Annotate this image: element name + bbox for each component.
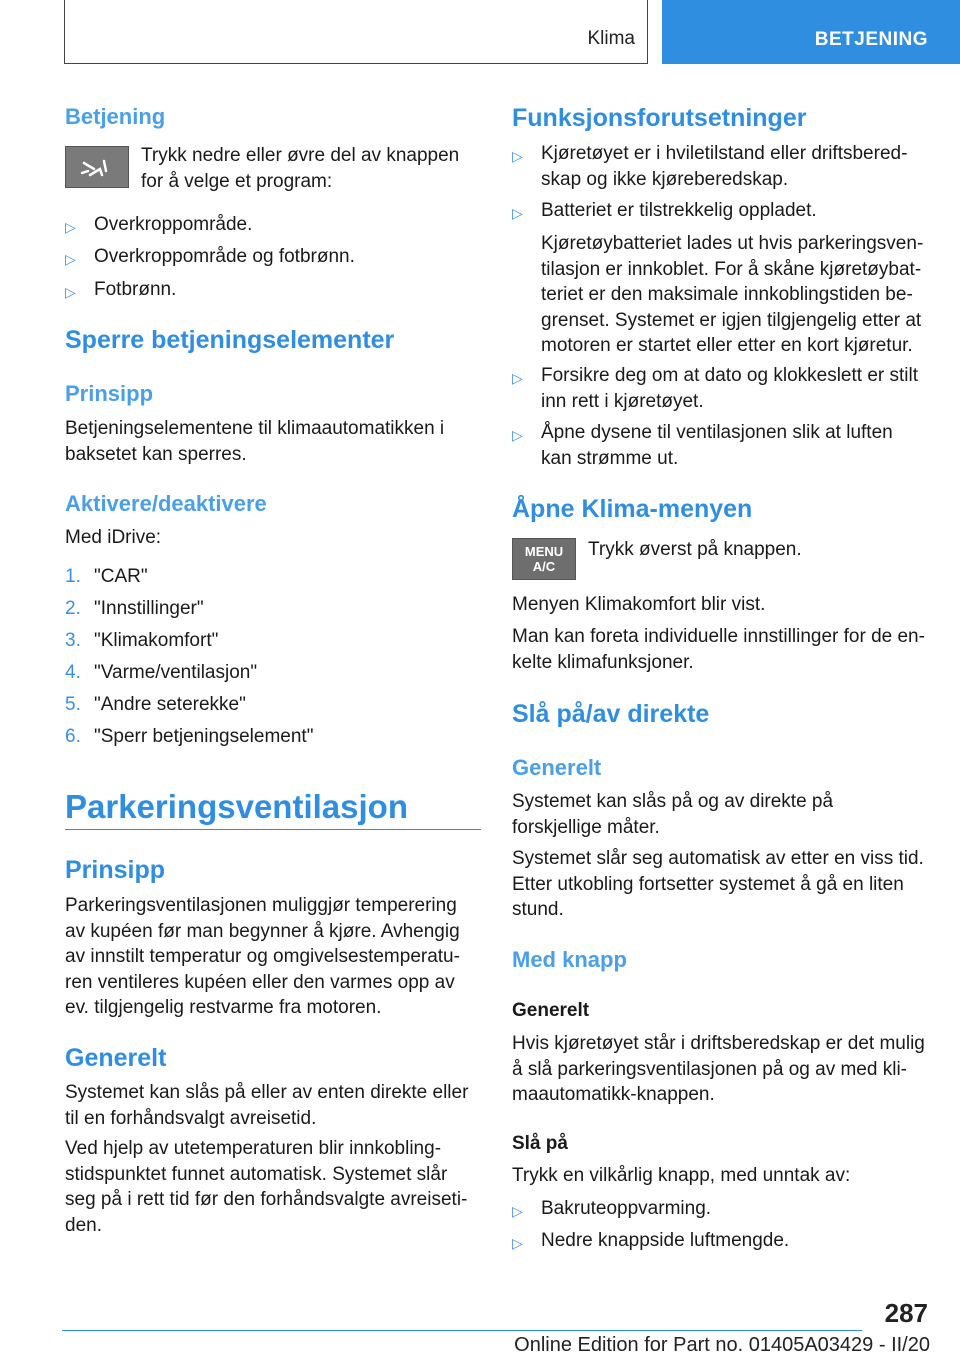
sla-pa-title: Slå på xyxy=(512,1133,568,1154)
parkering-prinsipp-title: Prinsipp xyxy=(65,856,166,884)
page-number: 287 xyxy=(884,1298,928,1328)
footer-rule xyxy=(62,1330,862,1331)
knapp-generelt: Generelt xyxy=(512,1000,590,1021)
bullet-icon: ▷ xyxy=(512,148,523,164)
parkering-generelt-p1: Systemet kan slås på eller av enten direkte eller til en forhåndsvalgt avreisetid. xyxy=(65,1082,469,1129)
bullet-icon: ▷ xyxy=(512,205,523,221)
footer-edition: Online Edition for Part no. 01405A03429 - II/20 xyxy=(514,1334,930,1356)
list-item: 1. "CAR" xyxy=(65,566,148,587)
battery-note: Kjøretøybatteriet lades ut hvis parkeringsventilasjon er innkoblet. For å skåne kjøretøybatteriet er den maksimale innkoblingstiden begrenset. Systemet er igjen tilgjengelig etter at motoren er startet eller etter en kort kjøretur. xyxy=(541,233,924,356)
list-item: ▷ Batteriet er tilstrekkelig oppladet. xyxy=(512,198,928,224)
list-item: ▷ Forsikre deg om at dato og klokkeslett er stilt inn rett i kjøretøyet. xyxy=(512,365,918,412)
parkering-prinsipp-text: Parkeringsventilasjonen muliggjør temperering av kupéen før man begynner å kjøre. Avhengig av innstilt temperatur og omgivelsestemperaturen ventileres kupéen eller den varmes opp av ev. tilgjengelig restvarme fra motoren. xyxy=(65,895,460,1018)
header-section-tab xyxy=(662,0,960,64)
list-item: ▷ Nedre knappside luftmengde. xyxy=(512,1228,928,1254)
funksjon-title: Funksjonsforutsetninger xyxy=(512,104,807,132)
header-section-label: BETJENING xyxy=(814,29,928,50)
aktivere-title: Aktivere/deaktivere xyxy=(65,491,267,516)
sla-generelt-p1: Systemet kan slås på og av direkte på forskjellige måter. xyxy=(512,791,834,838)
list-item: 4. "Varme/ventilasjon" xyxy=(65,662,258,683)
sla-pa-text: Trykk en vilkårlig knapp, med unntak av: xyxy=(512,1165,851,1186)
bullet-icon: ▷ xyxy=(65,251,76,267)
list-item: ▷ Bakruteoppvarming. xyxy=(512,1196,928,1222)
parkering-generelt-p2: Ved hjelp av utetemperaturen blir innkoblingstidspunktet funnet automatisk. Systemet slår seg på i rett tid før den forhåndsvalgte avreisetiden. xyxy=(65,1138,468,1236)
sla-generelt-title: Generelt xyxy=(512,755,602,780)
parkering-title: Parkeringsventilasjon xyxy=(65,788,408,825)
list-item: ▷ Overkroppområde og fotbrønn. xyxy=(65,244,481,270)
list-item: ▷ Åpne dysene til ventilasjonen slik at luften kan strømme ut. xyxy=(512,422,893,469)
meny-p2: Man kan foreta individuelle innstillinger for de enkelte klimafunksjoner. xyxy=(512,626,925,673)
bullet-icon: ▷ xyxy=(512,1235,523,1251)
list-item: 6. "Sperr betjeningselement" xyxy=(65,726,314,747)
header-chapter-box xyxy=(64,0,648,64)
meny-p1: Menyen Klimakomfort blir vist. xyxy=(512,594,766,615)
bullet-icon: ▷ xyxy=(65,219,76,235)
bullet-icon: ▷ xyxy=(512,1203,523,1219)
fan-direction-button-icon xyxy=(65,146,129,188)
meny-button-text: Trykk øverst på knappen. xyxy=(588,539,802,560)
list-item: 3. "Klimakomfort" xyxy=(65,630,219,651)
sperre-prinsipp-text: Betjeningselementene til klimaautomatikken i baksetet kan sperres. xyxy=(65,418,445,465)
aktivere-text: Med iDrive: xyxy=(65,527,162,548)
list-item: ▷ Overkroppområde. xyxy=(65,212,481,238)
bullet-icon: ▷ xyxy=(512,427,523,443)
menu-ac-button-icon: MENU A/C xyxy=(512,538,576,580)
sla-title: Slå på/av direkte xyxy=(512,700,710,728)
list-item: ▷ Kjøretøyet er i hviletilstand eller driftsberedskap og ikke kjøreberedskap. xyxy=(512,143,908,190)
betjening-title: Betjening xyxy=(65,104,166,129)
list-item: 2. "Innstillinger" xyxy=(65,598,204,619)
knapp-title: Med knapp xyxy=(512,947,627,972)
sperre-prinsipp-title: Prinsipp xyxy=(65,381,154,406)
knapp-text: Hvis kjøretøyet står i driftsberedskap er det mulig å slå parkeringsventilasjonen på og av med klimaautomatikk-knappen. xyxy=(512,1033,925,1105)
betjening-text: Trykk nedre eller øvre del av knappen for å velge et program: xyxy=(141,145,460,192)
sla-generelt-p2: Systemet slår seg automatisk av etter en viss tid. Etter utkobling fortsetter systemet å gå en liten stund. xyxy=(512,848,924,920)
list-item: ▷ Fotbrønn. xyxy=(65,277,481,303)
meny-title: Åpne Klima-menyen xyxy=(512,495,753,523)
sperre-title: Sperre betjeningselementer xyxy=(65,326,395,354)
header-chapter: Klima xyxy=(587,28,635,49)
list-item: 5. "Andre seterekke" xyxy=(65,694,246,715)
bullet-icon: ▷ xyxy=(65,284,76,300)
parkering-generelt-title: Generelt xyxy=(65,1044,167,1072)
bullet-icon: ▷ xyxy=(512,370,523,386)
chapter-rule xyxy=(65,829,481,830)
